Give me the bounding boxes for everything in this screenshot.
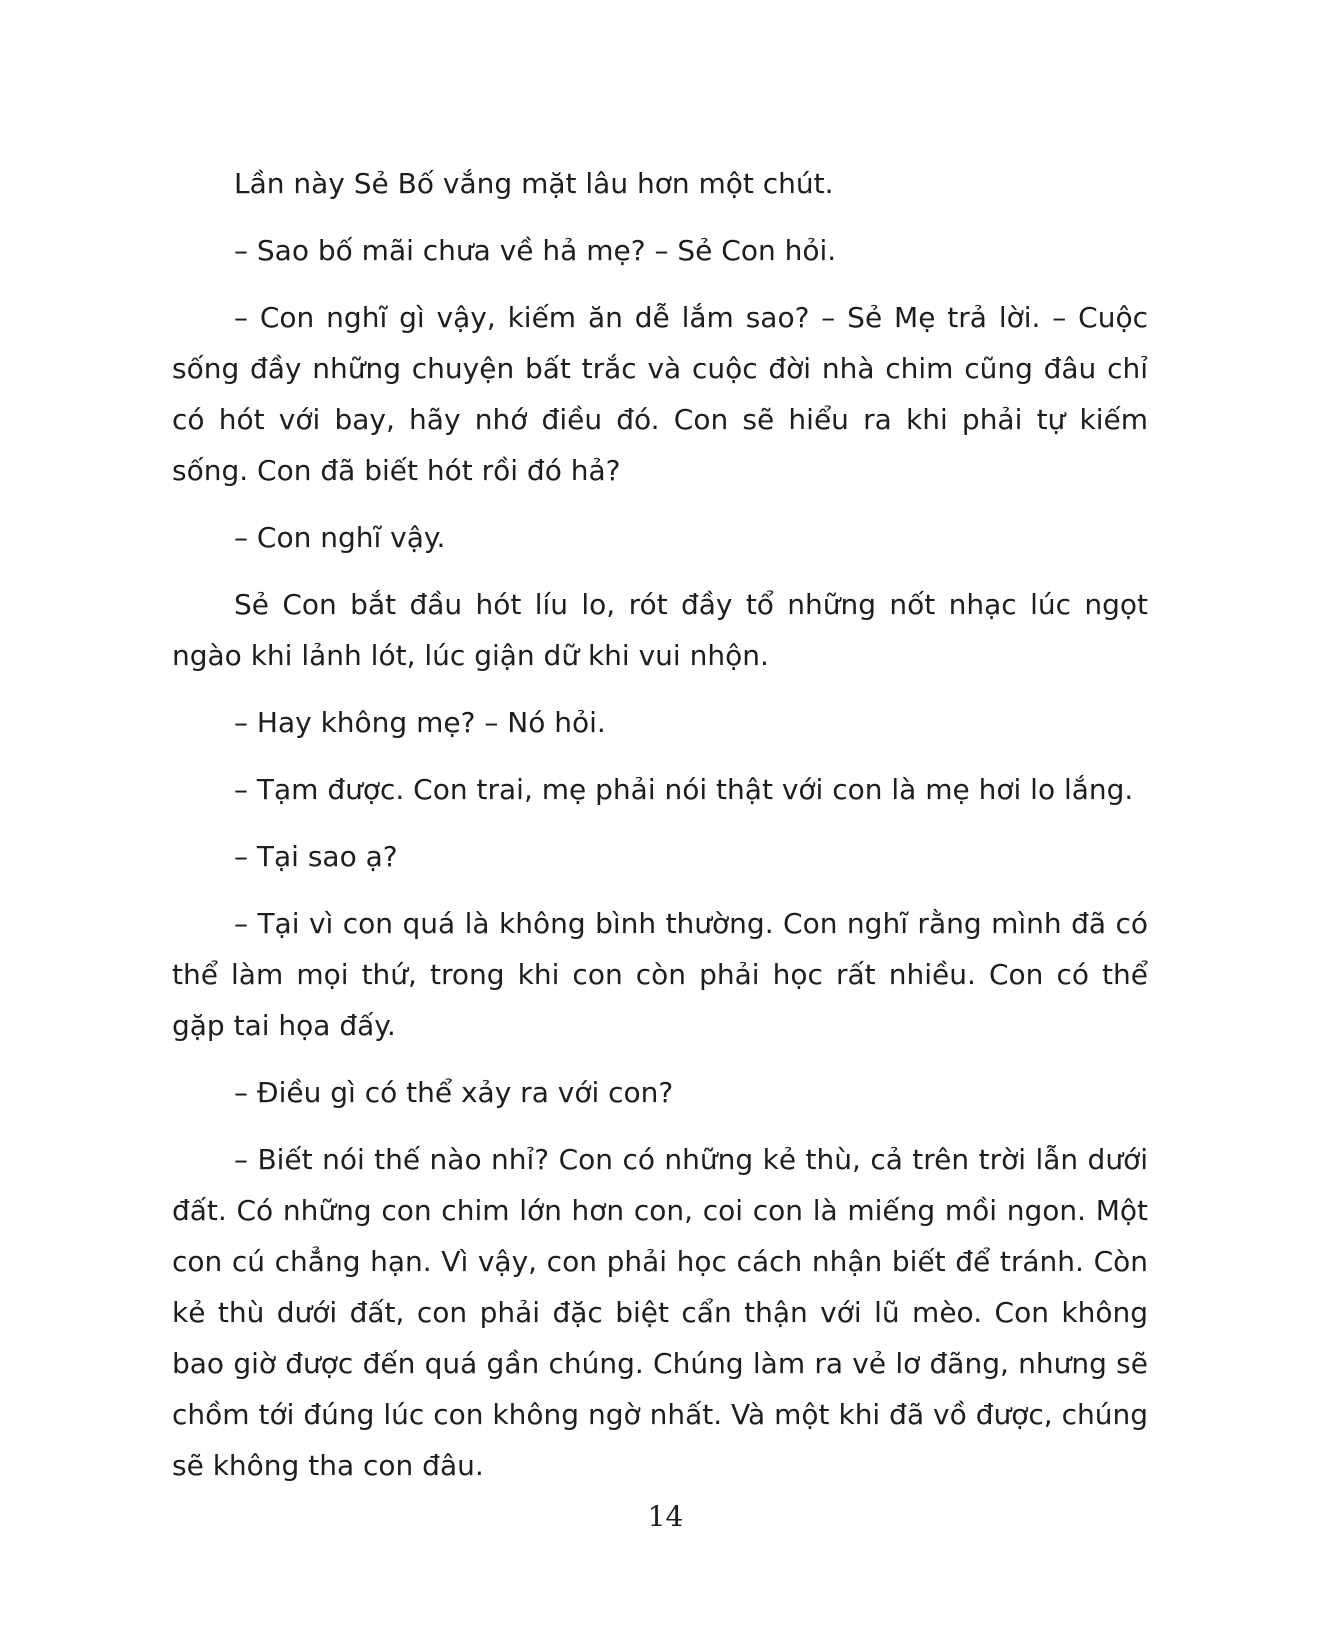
paragraph-5: Sẻ Con bắt đầu hót líu lo, rót đầy tổ những nốt nhạc lúc ngọt ngào khi lảnh lót, lúc giận dữ khi vui nhộn. (172, 588, 1148, 672)
paragraph-10: – Điều gì có thể xảy ra với con? (234, 1076, 674, 1109)
paragraph-6: – Hay không mẹ? – Nó hỏi. (234, 706, 606, 739)
paragraph-9: – Tại vì con quá là không bình thường. Con nghĩ rằng mình đã có thể làm mọi thứ, trong khi con còn phải học rất nhiều. Con có thể gặp tai họa đấy. (172, 907, 1148, 1042)
paragraph-11: – Biết nói thế nào nhỉ? Con có những kẻ thù, cả trên trời lẫn dưới đất. Có những con chim lớn hơn con, coi con là miếng mồi ngon. Một con cú chẳng hạn. Vì vậy, con phải học cách nhận biết để tránh. Còn kẻ thù dưới đất, con phải đặc biệt cẩn thận với lũ mèo. Con không bao giờ được đến quá gần chúng. Chúng làm ra vẻ lơ đãng, nhưng sẽ chồm tới đúng lúc con không ngờ nhất. Và một khi đã vồ được, chúng sẽ không tha con đâu. (172, 1143, 1148, 1482)
paragraph-4: – Con nghĩ vậy. (234, 521, 446, 554)
paragraph-3: – Con nghĩ gì vậy, kiếm ăn dễ lắm sao? – Sẻ Mẹ trả lời. – Cuộc sống đầy những chuyện bất trắc và cuộc đời nhà chim cũng đâu chỉ có hót với bay, hãy nhớ điều đó. Con sẽ hiểu ra khi phải tự kiếm sống. Con đã biết hót rồi đó hả? (172, 301, 1148, 487)
paragraph-1: Lần này Sẻ Bố vắng mặt lâu hơn một chút. (234, 167, 834, 200)
paragraph-8: – Tại sao ạ? (234, 840, 398, 873)
paragraph-2: – Sao bố mãi chưa về hả mẹ? – Sẻ Con hỏi. (234, 234, 837, 267)
paragraph-7: – Tạm được. Con trai, mẹ phải nói thật với con là mẹ hơi lo lắng. (234, 773, 1134, 806)
page-number: 14 (647, 1500, 684, 1533)
body-text (172, 158, 1148, 1507)
